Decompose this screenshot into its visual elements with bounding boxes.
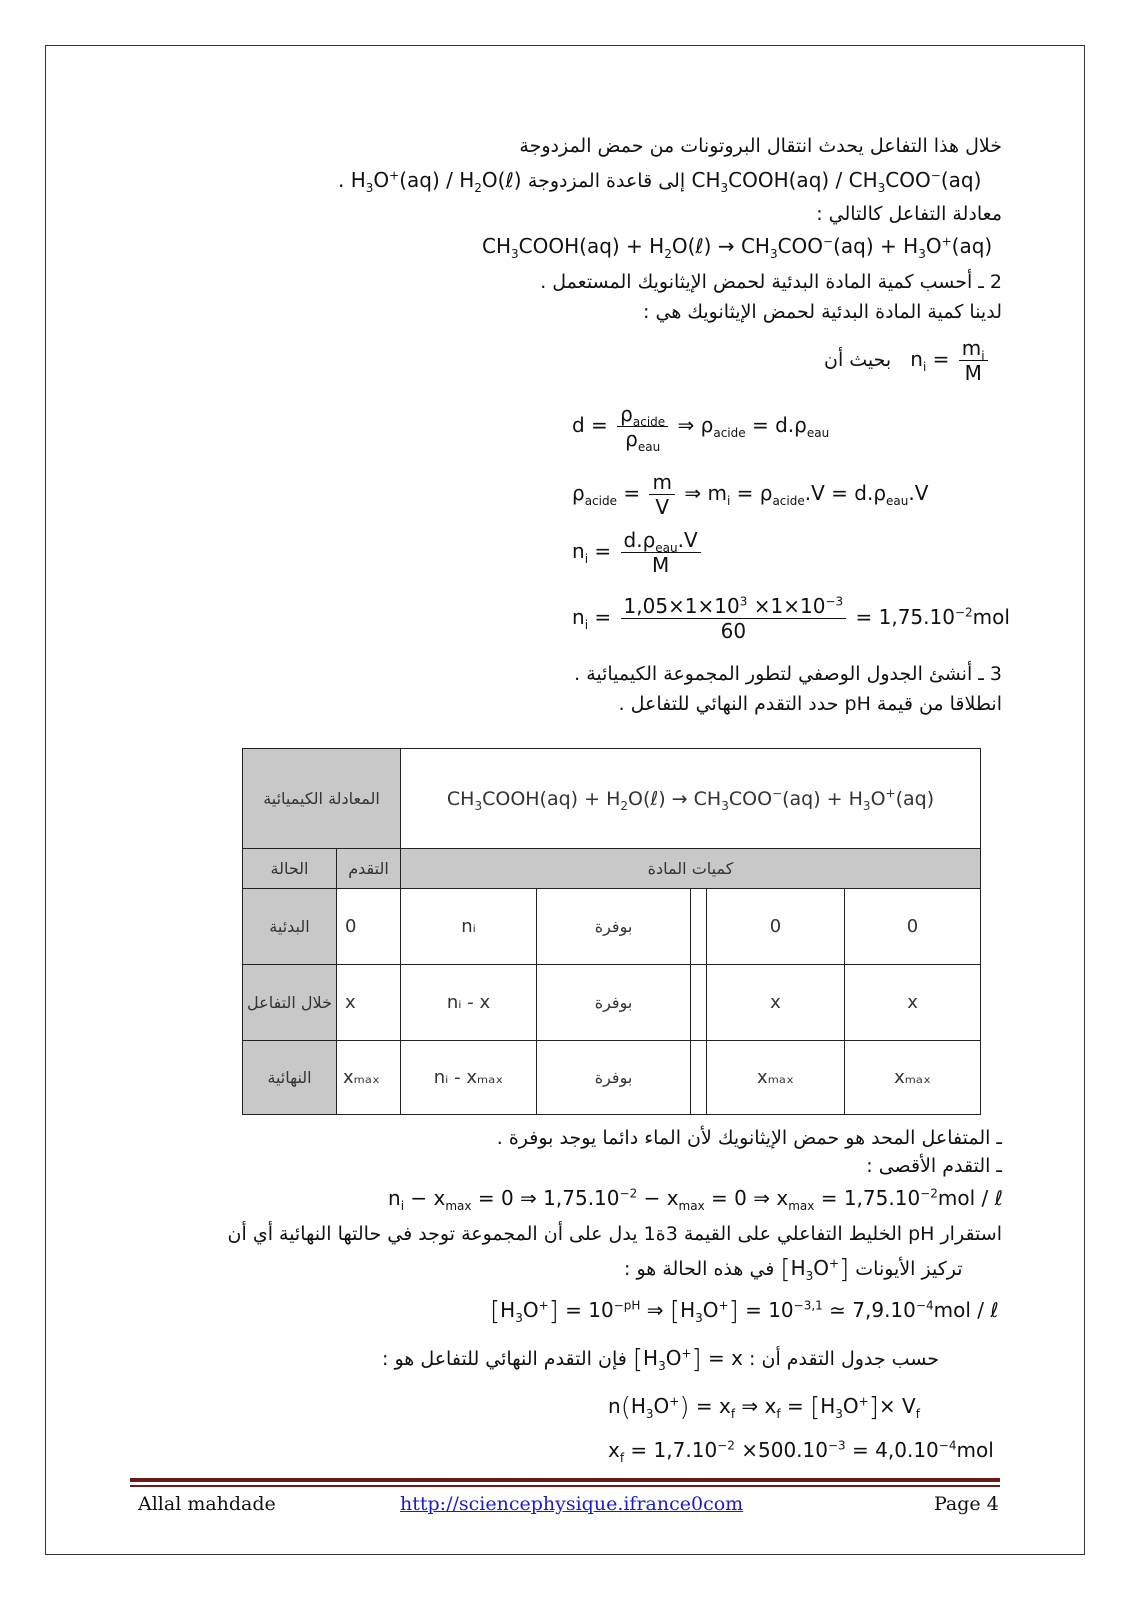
- footer-author: Allal mahdade: [138, 1493, 276, 1515]
- row-final-state: النهائية: [243, 1041, 337, 1115]
- footer-page-number: Page 4: [934, 1493, 999, 1515]
- row-during-gap: [691, 965, 707, 1041]
- conc-text-a: تركيز الأيونات: [855, 1258, 963, 1280]
- formula-mass: $\rho_{acide}$ = $\frac{m}{V}$ ⇒ $m_i = \rho_{acide}.V = d.\rho_{eau}.V$: [572, 470, 929, 519]
- q3-sub: انطلاقا من قيمة pH حدد التقدم النهائي للتفاعل .: [618, 693, 1002, 715]
- q2-title: 2 ـ أحسب كمية المادة البدئية لحمض الإيثانويك المستعمل .: [540, 271, 1002, 293]
- table-deduction-b: فإن التقدم النهائي للتفاعل هو :: [382, 1348, 627, 1370]
- table-header-label: المعادلة الكيميائية: [243, 749, 401, 849]
- formula-ni-value: $n_i$ = $\frac{1,05\times 1\times 10^3 \times 1\times 10^{-3}}{60}$ = $1,75.10^{-2}mol$: [572, 594, 1010, 643]
- row-during-c3: x: [707, 965, 845, 1041]
- row-initial-state: البدئية: [243, 889, 337, 965]
- row-during-state: خلال التفاعل: [243, 965, 337, 1041]
- ph-stable-text: استقرار pH الخليط التفاعلي على القيمة 3ة1 يدل على أن المجموعة توجد في حالتها النهائية أي أن: [227, 1223, 1002, 1245]
- formula-density: d = $\frac{\rho_{acide}}{\rho_{eau}}$ ⇒ $\rho_{acide} = d.\rho_{eau}$: [572, 402, 830, 454]
- formula-xmax: $n_i - x_{max} = 0$ ⇒ $1,75.10^{-2} - x_{max} = 0$ ⇒ $x_{max} = 1,75.10^{-2}mol$ / ℓ: [388, 1186, 1003, 1213]
- row-initial-c2: بوفرة: [537, 889, 691, 965]
- row-final-adv: xₘₐₓ: [337, 1041, 401, 1115]
- para-line-2: . $H_3O^+(aq)$ / $H_2O(\ell)$ إلى قاعدة المزدوجة $CH_3COOH(aq) / CH_3COO^-(aq)$: [338, 168, 982, 195]
- row-final-c3: xₘₐₓ: [707, 1041, 845, 1115]
- q3-title: 3 ـ أنشئ الجدول الوصفي لتطور المجموعة الكيميائية .: [574, 663, 1002, 685]
- footer-rule-thick: [130, 1478, 1000, 1482]
- row-final-c4: xₘₐₓ: [845, 1041, 981, 1115]
- formula-h3o: $[H_3O^+] = 10^{-pH}$ ⇒ $[H_3O^+] = 10^{-3,1}$ ≃ $7,9.10^{-4}mol$ / ℓ: [490, 1296, 999, 1327]
- footer-url-link[interactable]: http://sciencephysique.ifrance0com: [400, 1493, 744, 1515]
- row-during-c1: nᵢ - x: [401, 965, 537, 1041]
- col-advancement: التقدم: [337, 849, 401, 889]
- col-state: الحالة: [243, 849, 337, 889]
- para-line-2-arabic: إلى قاعدة المزدوجة: [527, 170, 686, 192]
- formula-xf: $n(H_3O^+) = x_f$ ⇒ $x_f = [H_3O^+]\times V_f$: [608, 1392, 920, 1423]
- row-during-c2: بوفرة: [537, 965, 691, 1041]
- q2-intro: لدينا كمية المادة البدئية لحمض الإيثانويك هي :: [643, 301, 1002, 323]
- table-header-equation: $CH_3COOH(aq)$ + $H_2O(\ell) \to CH_3COO^-(aq) + H_3O^+(aq)$: [401, 749, 981, 849]
- table-deduction-line: فإن التقدم النهائي للتفاعل هو : $[H_3O^+] = x$ حسب جدول التقدم أن :: [382, 1344, 940, 1375]
- para-line-3: معادلة التفاعل كالتالي :: [816, 203, 1002, 225]
- conc-line: في هذه الحالة هو : $[H_3O^+]$ تركيز الأيونات: [624, 1254, 963, 1285]
- row-final-c2: بوفرة: [537, 1041, 691, 1115]
- formula-ni: بحيث أن $n_i$ = $\frac{m_i}{M}$: [824, 336, 991, 385]
- para-line-1: خلال هذا التفاعل يحدث انتقال البروتونات من حمض المزدوجة: [519, 135, 1002, 157]
- footer-rule-thin: [130, 1485, 1000, 1487]
- row-initial-gap: [691, 889, 707, 965]
- conc-text-b: في هذه الحالة هو :: [624, 1258, 775, 1280]
- row-initial-adv: 0: [337, 889, 401, 965]
- row-final-gap: [691, 1041, 707, 1115]
- col-quantities: كميات المادة: [401, 849, 981, 889]
- formula-ni-2: $n_i$ = $\frac{d.\rho_{eau}.V}{M}$: [572, 528, 704, 577]
- limiting-reactant: ـ المتفاعل المحد هو حمض الإيثانويك لأن الماء دائما يوجد بوفرة .: [496, 1127, 1002, 1149]
- such-that-label: بحيث أن: [824, 349, 892, 371]
- progress-table: [242, 748, 981, 1115]
- table-deduction-a: حسب جدول التقدم أن :: [749, 1348, 940, 1370]
- row-during-adv: x: [337, 965, 401, 1041]
- row-initial-c1: nᵢ: [401, 889, 537, 965]
- row-initial-c4: 0: [845, 889, 981, 965]
- row-final-c1: nᵢ - xₘₐₓ: [401, 1041, 537, 1115]
- formula-xf-value: $x_f = 1,7.10^{-2} \times 500.10^{-3} = 4,0.10^{-4}mol$: [608, 1438, 994, 1465]
- max-advancement-label: ـ التقدم الأقصى :: [866, 1155, 1002, 1177]
- row-initial-c3: 0: [707, 889, 845, 965]
- row-during-c4: x: [845, 965, 981, 1041]
- reaction-equation: $CH_3COOH(aq)$ + $H_2O(\ell) \to CH_3COO^-(aq) + H_3O^+(aq)$: [482, 234, 993, 261]
